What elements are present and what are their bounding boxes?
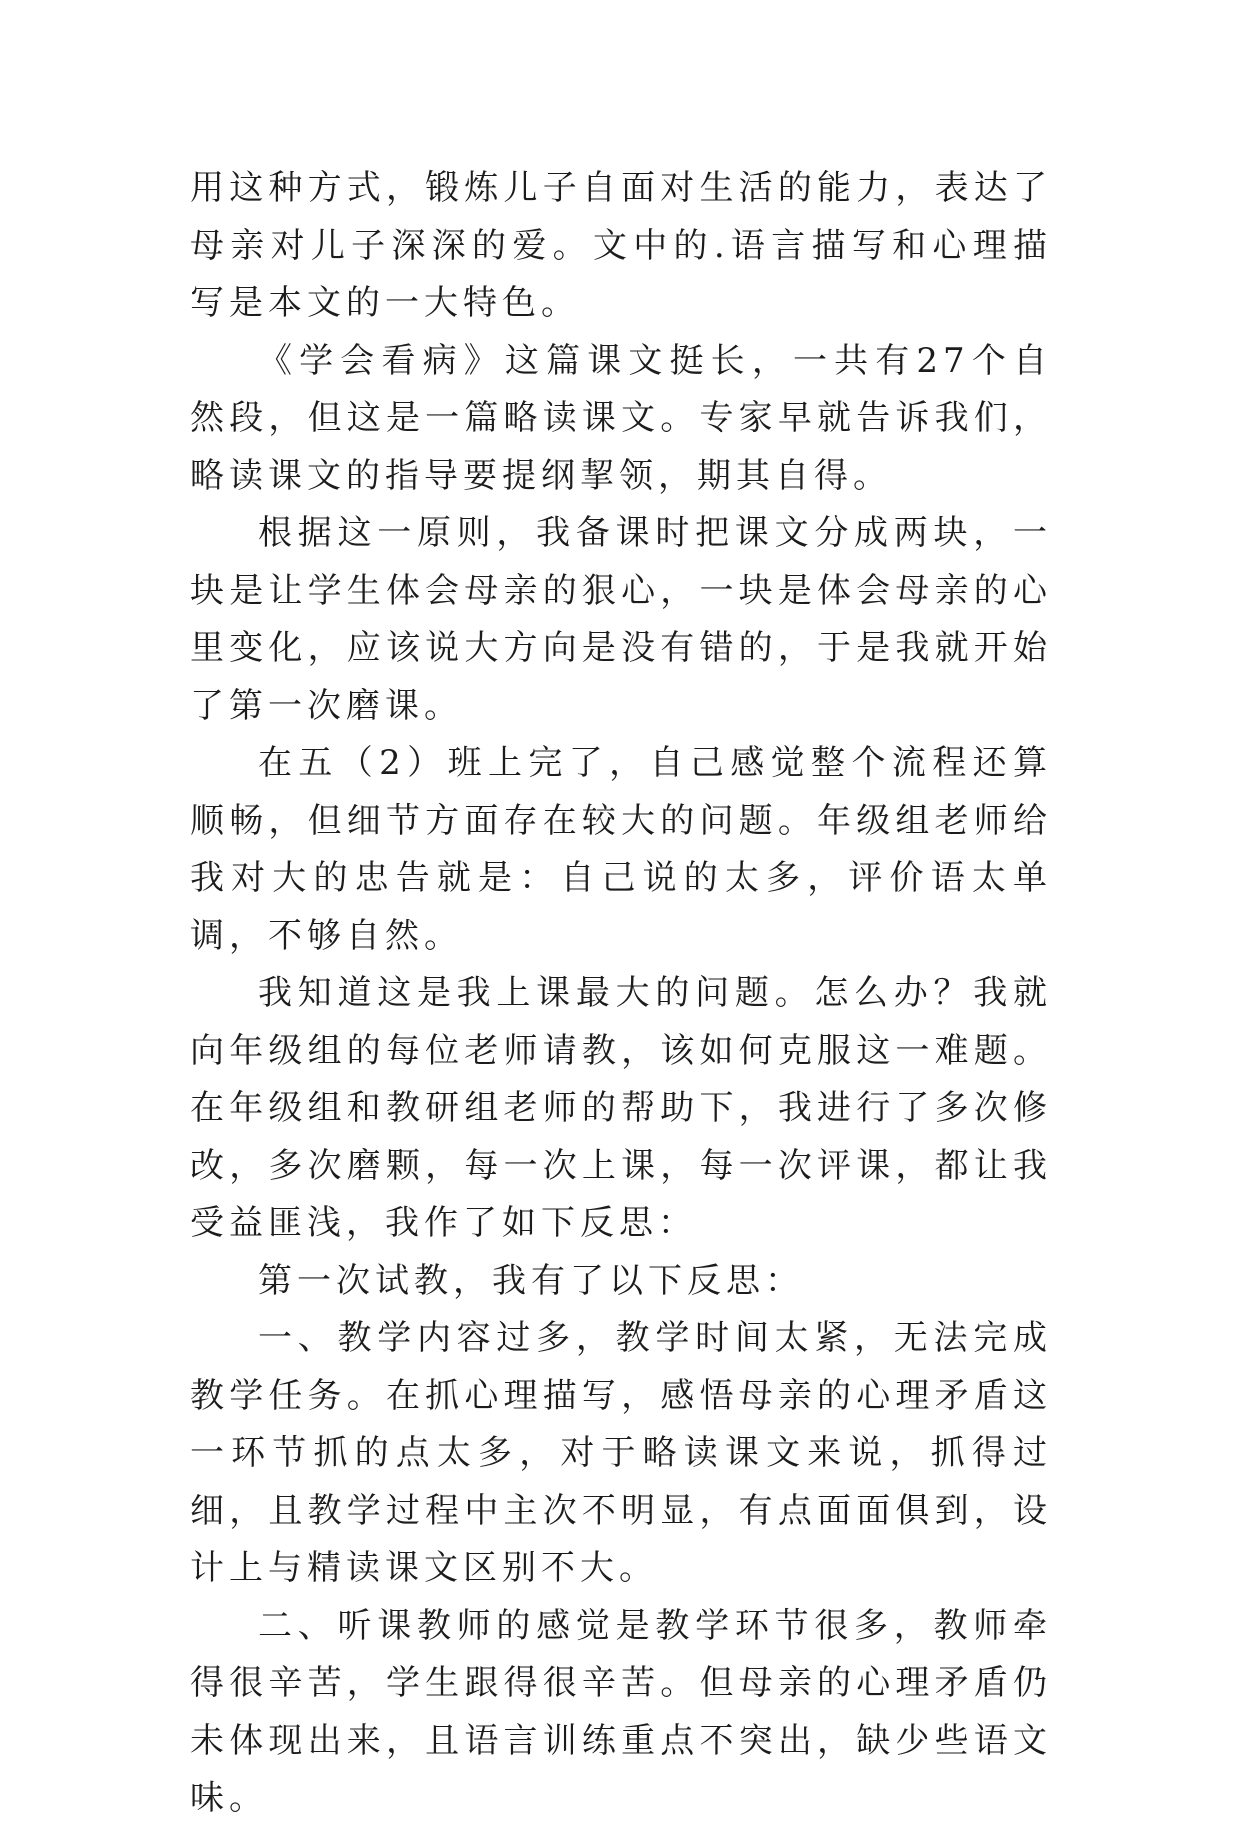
paragraph-reflection-heading: 第一次试教，我有了以下反思：: [258, 1260, 804, 1301]
paragraph-lesson-intro: 《学会看病》这篇课文挺长，一共有27个自然段，但这是一篇略读课文。专家早就告诉我们，略读课文的指导要提纲挈领，期其自得。: [190, 340, 1052, 496]
paragraph-reflection-two: 二、听课教师的感觉是教学环节很多，教师牵得很辛苦，学生跟得很辛苦。但母亲的心理矛盾仍未体现出来，且语言训练重点不突出，缺少些语文味。: [190, 1605, 1052, 1818]
document-body: [190, 160, 1052, 1828]
paragraph-lesson-plan: 根据这一原则，我备课时把课文分成两块，一块是让学生体会母亲的狠心，一块是体会母亲的心里变化，应该说大方向是没有错的，于是我就开始了第一次磨课。: [190, 513, 1052, 726]
paragraph-continuation: 用这种方式，锻炼儿子自面对生活的能力，表达了母亲对儿子深深的爱。文中的.语言描写和心理描写是本文的一大特色。: [190, 168, 1052, 323]
paragraph-reflection-one: 一、教学内容过多，教学时间太紧，无法完成教学任务。在抓心理描写，感悟母亲的心理矛盾这一环节抓的点太多，对于略读课文来说，抓得过细，且教学过程中主次不明显，有点面面俱到，设计上与精读课文区别不大。: [190, 1318, 1052, 1588]
paragraph-seeking-help: 我知道这是我上课最大的问题。怎么办？我就向年级组的每位老师请教，该如何克服这一难题。在年级组和教研组老师的帮助下，我进行了多次修改，多次磨颗，每一次上课，每一次评课，都让我受益匪浅，我作了如下反思：: [190, 973, 1052, 1243]
paragraph-first-trial: 在五（2）班上完了，自己感觉整个流程还算顺畅，但细节方面存在较大的问题。年级组老师给我对大的忠告就是：自己说的太多，评价语太单调，不够自然。: [190, 743, 1052, 956]
